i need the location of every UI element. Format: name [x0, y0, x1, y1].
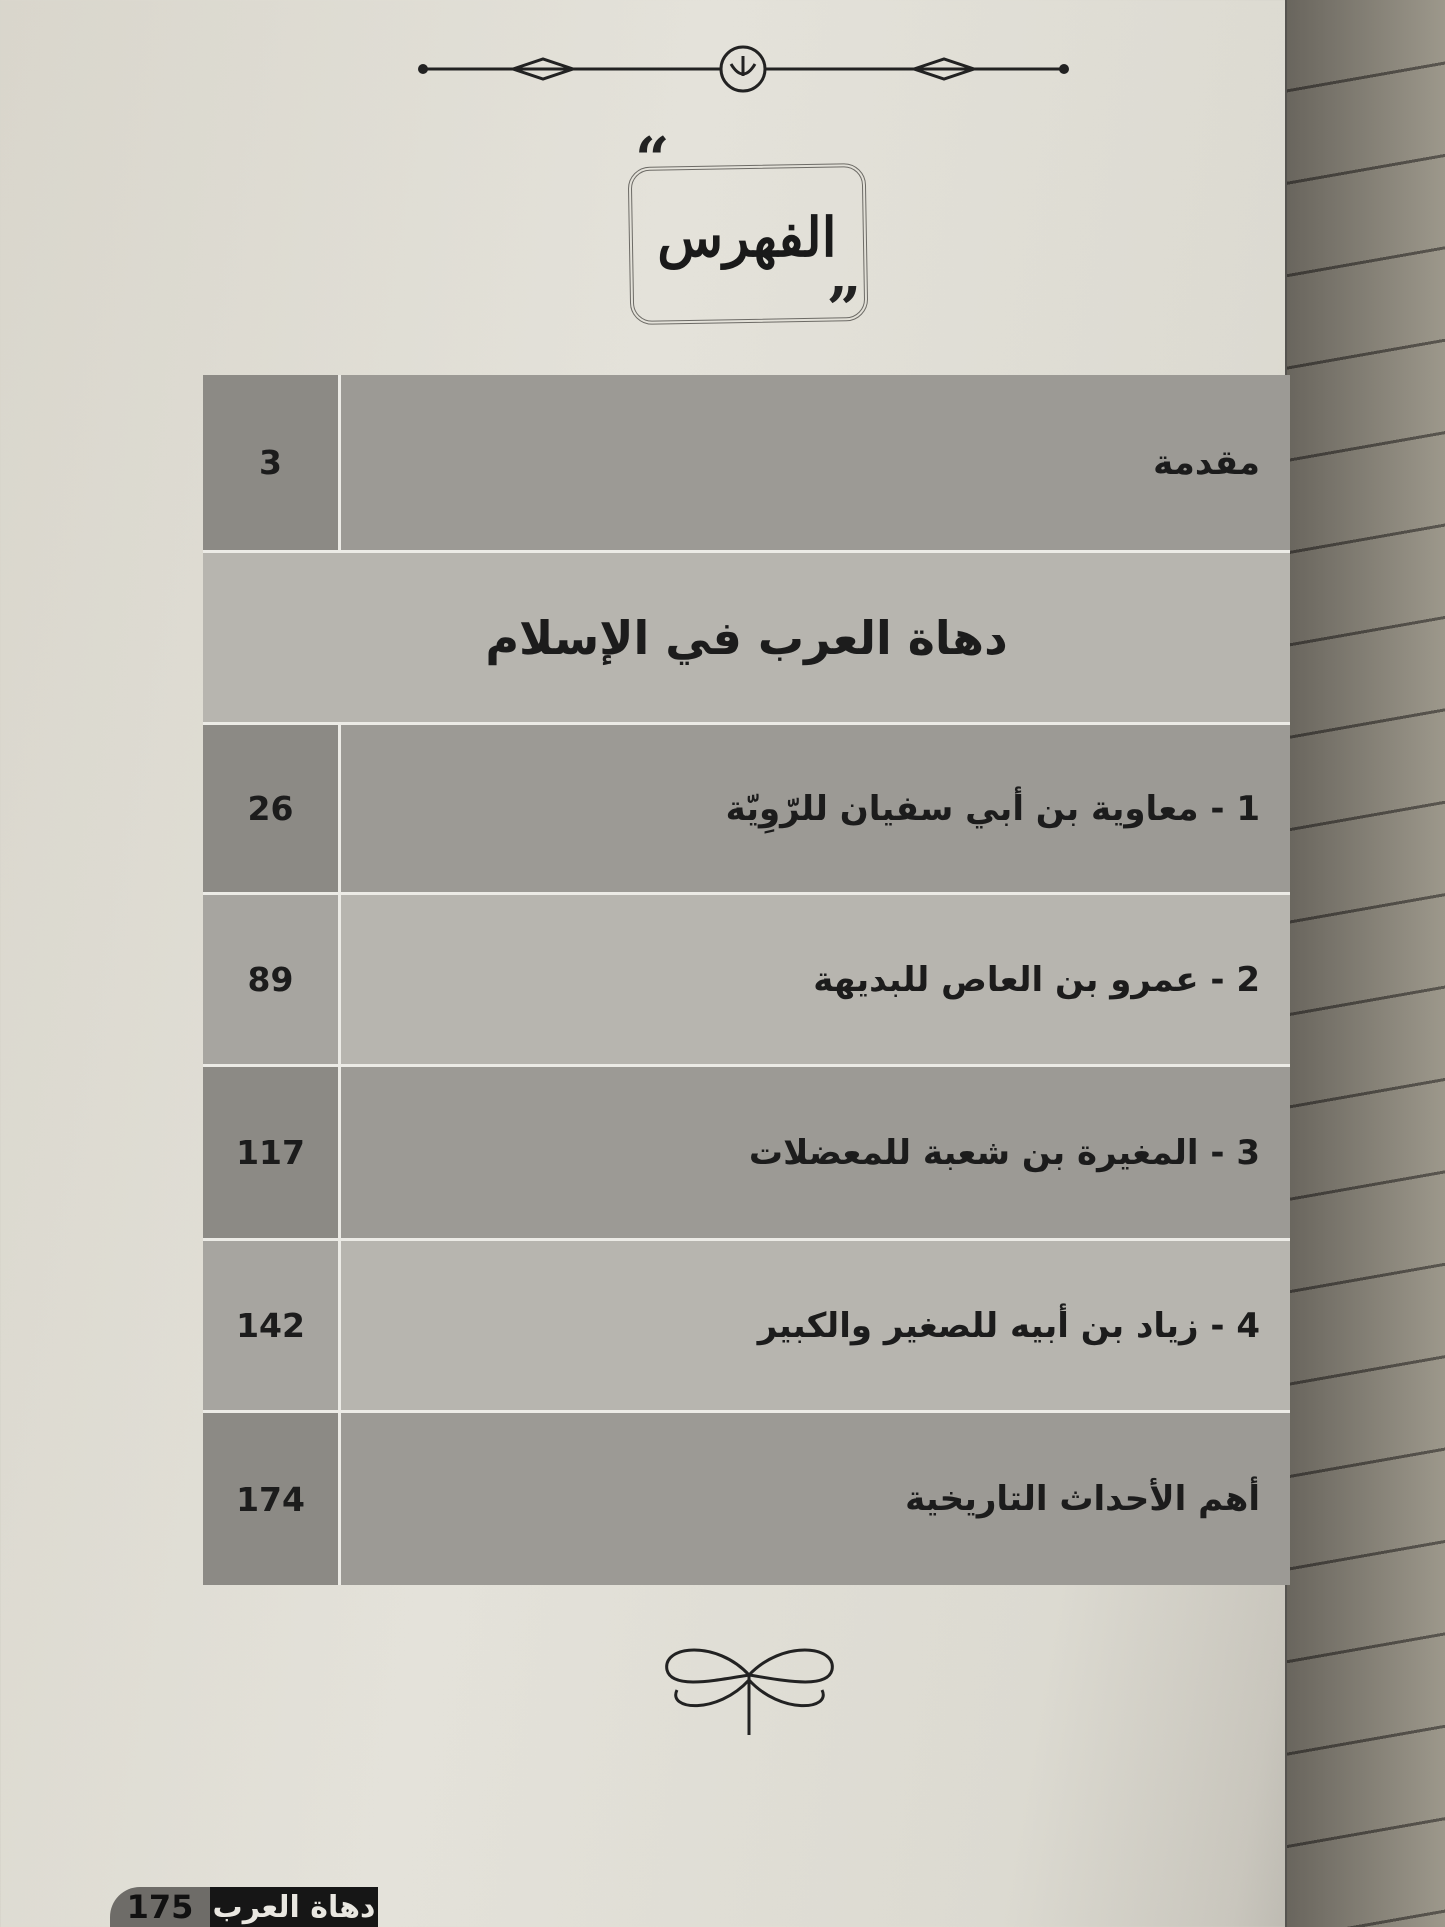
- toc-title: 3 - المغيرة بن شعبة للمعضلات: [748, 1132, 1260, 1173]
- toc-row[interactable]: [203, 1413, 1290, 1585]
- toc-title: مقدمة: [1153, 442, 1260, 483]
- index-title-box: [615, 125, 879, 350]
- toc-page: 117: [203, 1067, 341, 1238]
- book-title: دهاة العرب: [210, 1887, 378, 1927]
- table-of-contents: [203, 375, 1290, 1585]
- toc-page: 89: [203, 895, 341, 1064]
- toc-page: 142: [203, 1241, 341, 1410]
- page-number: 175: [110, 1887, 210, 1927]
- toc-title: أهم الأحداث التاريخية: [905, 1479, 1260, 1519]
- page-footer: [110, 1887, 378, 1927]
- open-quote-icon: “: [635, 125, 670, 195]
- toc-title: 2 - عمرو بن العاص للبديهة: [813, 959, 1260, 1000]
- toc-section-heading: [203, 553, 1290, 725]
- bottom-flourish-icon: [657, 1635, 842, 1739]
- close-quote-icon: ”: [826, 275, 861, 345]
- toc-row[interactable]: [203, 895, 1290, 1067]
- toc-row[interactable]: [203, 375, 1290, 553]
- toc-page: 26: [203, 725, 341, 892]
- toc-title: 4 - زياد بن أبيه للصغير والكبير: [757, 1305, 1260, 1346]
- toc-title: 1 - معاوية بن أبي سفيان للرّوِيّة: [725, 788, 1260, 829]
- top-ornament-icon: [418, 44, 1069, 94]
- toc-page: 174: [203, 1413, 341, 1585]
- page-title: الفهرس: [657, 205, 837, 269]
- toc-row[interactable]: [203, 725, 1290, 895]
- section-title: دهاة العرب في الإسلام: [485, 610, 1008, 665]
- toc-page: 3: [203, 375, 341, 550]
- adjacent-page-edge: [1285, 0, 1445, 1927]
- toc-row[interactable]: [203, 1067, 1290, 1241]
- toc-row[interactable]: [203, 1241, 1290, 1413]
